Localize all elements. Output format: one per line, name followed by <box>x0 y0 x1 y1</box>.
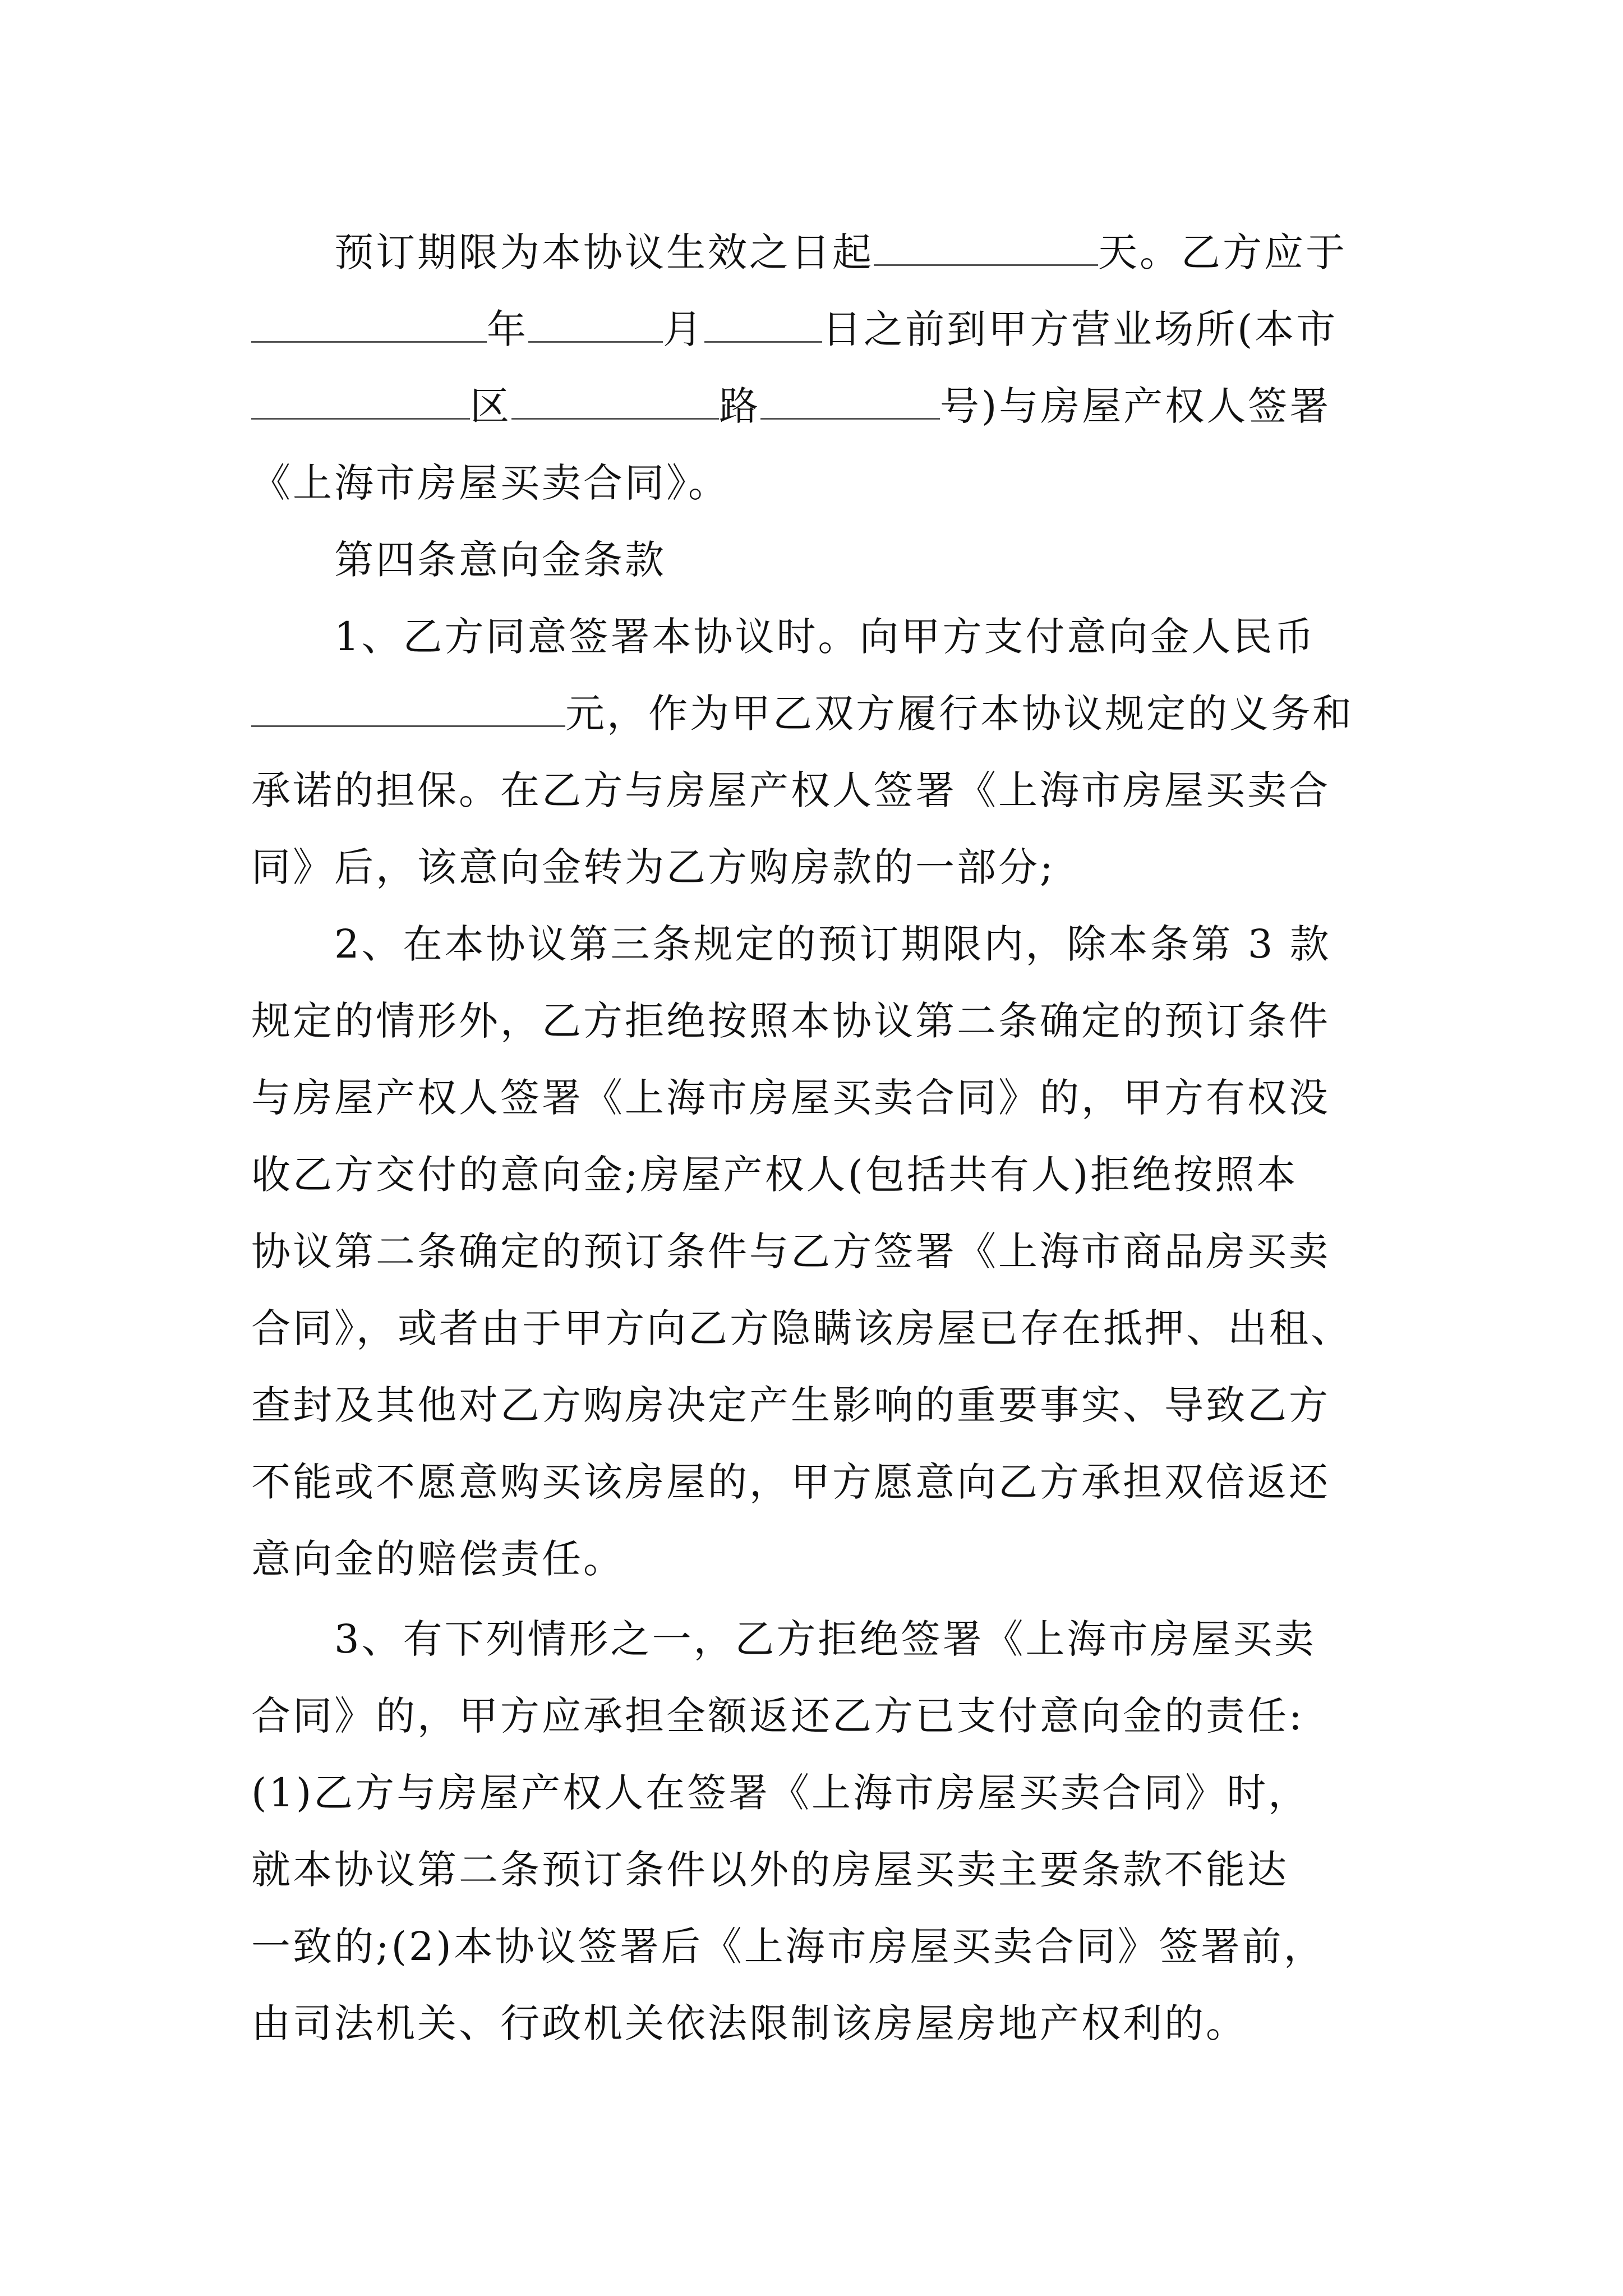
text-segment: 路 <box>719 383 760 429</box>
text-segment: 同》后，该意向金转为乙方购房款的一部分; <box>251 844 1055 890</box>
text-line <box>251 829 1384 906</box>
text-line <box>251 599 1384 675</box>
text-line <box>251 1832 1384 1908</box>
text-segment: 与房屋产权人签署《上海市房屋买卖合同》的，甲方有权没 <box>251 1075 1330 1121</box>
text-line <box>251 1601 1384 1678</box>
blank-year <box>251 306 487 343</box>
text-line <box>251 1213 1384 1290</box>
text-line <box>251 1290 1384 1367</box>
blank-district <box>251 383 470 420</box>
text-segment: 预订期限为本协议生效之日起 <box>334 229 874 275</box>
blank-days <box>874 229 1098 266</box>
text-line <box>251 1444 1384 1521</box>
text-line <box>251 1678 1384 1755</box>
text-line <box>251 906 1384 983</box>
text-segment: 承诺的担保。在乙方与房屋产权人签署《上海市房屋买卖合 <box>251 767 1330 813</box>
document-body <box>251 214 1384 2062</box>
text-segment: 区 <box>470 383 511 429</box>
text-line <box>251 675 1384 752</box>
text-segment: 查封及其他对乙方购房决定产生影响的重要事实、导致乙方 <box>251 1382 1330 1428</box>
text-line <box>251 983 1384 1060</box>
blank-amount <box>251 691 565 727</box>
text-segment: 号)与房屋产权人签署 <box>940 383 1331 429</box>
text-segment: 第四条意向金条款 <box>334 537 666 583</box>
text-line <box>251 214 1384 291</box>
text-segment: (1)乙方与房屋产权人在签署《上海市房屋买卖合同》时， <box>251 1770 1310 1816</box>
text-line <box>251 1985 1384 2062</box>
text-segment: 年 <box>487 306 528 352</box>
text-segment: 合同》，或者由于甲方向乙方隐瞒该房屋已存在抵押、出租、 <box>251 1305 1352 1351</box>
text-line <box>251 1367 1384 1444</box>
text-segment: 收乙方交付的意向金;房屋产权人(包括共有人)拒绝按照本 <box>251 1152 1298 1198</box>
text-segment: 《上海市房屋买卖合同》。 <box>251 460 730 506</box>
text-segment: 日之前到甲方营业场所(本市 <box>822 306 1338 352</box>
text-segment: 一致的;(2)本协议签署后《上海市房屋买卖合同》签署前， <box>251 1924 1325 1970</box>
text-line <box>251 445 1384 522</box>
blank-road <box>511 383 719 420</box>
text-line <box>251 1060 1384 1137</box>
text-segment: 3、有下列情形之一，乙方拒绝签署《上海市房屋买卖 <box>334 1616 1316 1662</box>
text-segment: 协议第二条确定的预订条件与乙方签署《上海市商品房买卖 <box>251 1228 1330 1274</box>
blank-number <box>760 383 940 420</box>
text-segment: 就本协议第二条预订条件以外的房屋买卖主要条款不能达 <box>251 1847 1289 1893</box>
text-line <box>251 291 1384 368</box>
text-segment: 规定的情形外，乙方拒绝按照本协议第二条确定的预订条件 <box>251 998 1330 1044</box>
text-segment: 意向金的赔偿责任。 <box>251 1536 625 1582</box>
blank-day <box>704 306 822 343</box>
text-segment: 1、乙方同意签署本协议时。向甲方支付意向金人民币 <box>334 614 1316 660</box>
text-line <box>251 752 1384 829</box>
text-segment: 不能或不愿意购买该房屋的，甲方愿意向乙方承担双倍返还 <box>251 1459 1330 1505</box>
text-segment: 天。乙方应于 <box>1098 229 1347 275</box>
text-segment: 由司法机关、行政机关依法限制该房屋房地产权利的。 <box>251 2000 1247 2046</box>
text-line <box>251 368 1384 445</box>
blank-month <box>528 306 663 343</box>
text-segment: 月 <box>663 306 704 352</box>
text-line <box>251 1755 1384 1832</box>
text-line <box>251 1521 1384 1598</box>
section-heading <box>251 522 1384 599</box>
text-segment: 合同》的，甲方应承担全额返还乙方已支付意向金的责任: <box>251 1693 1304 1739</box>
text-line <box>251 1137 1384 1213</box>
text-segment: 元，作为甲乙双方履行本协议规定的义务和 <box>565 691 1354 737</box>
text-line <box>251 1908 1384 1985</box>
text-segment: 2、在本协议第三条规定的预订期限内，除本条第 3 款 <box>334 921 1331 967</box>
